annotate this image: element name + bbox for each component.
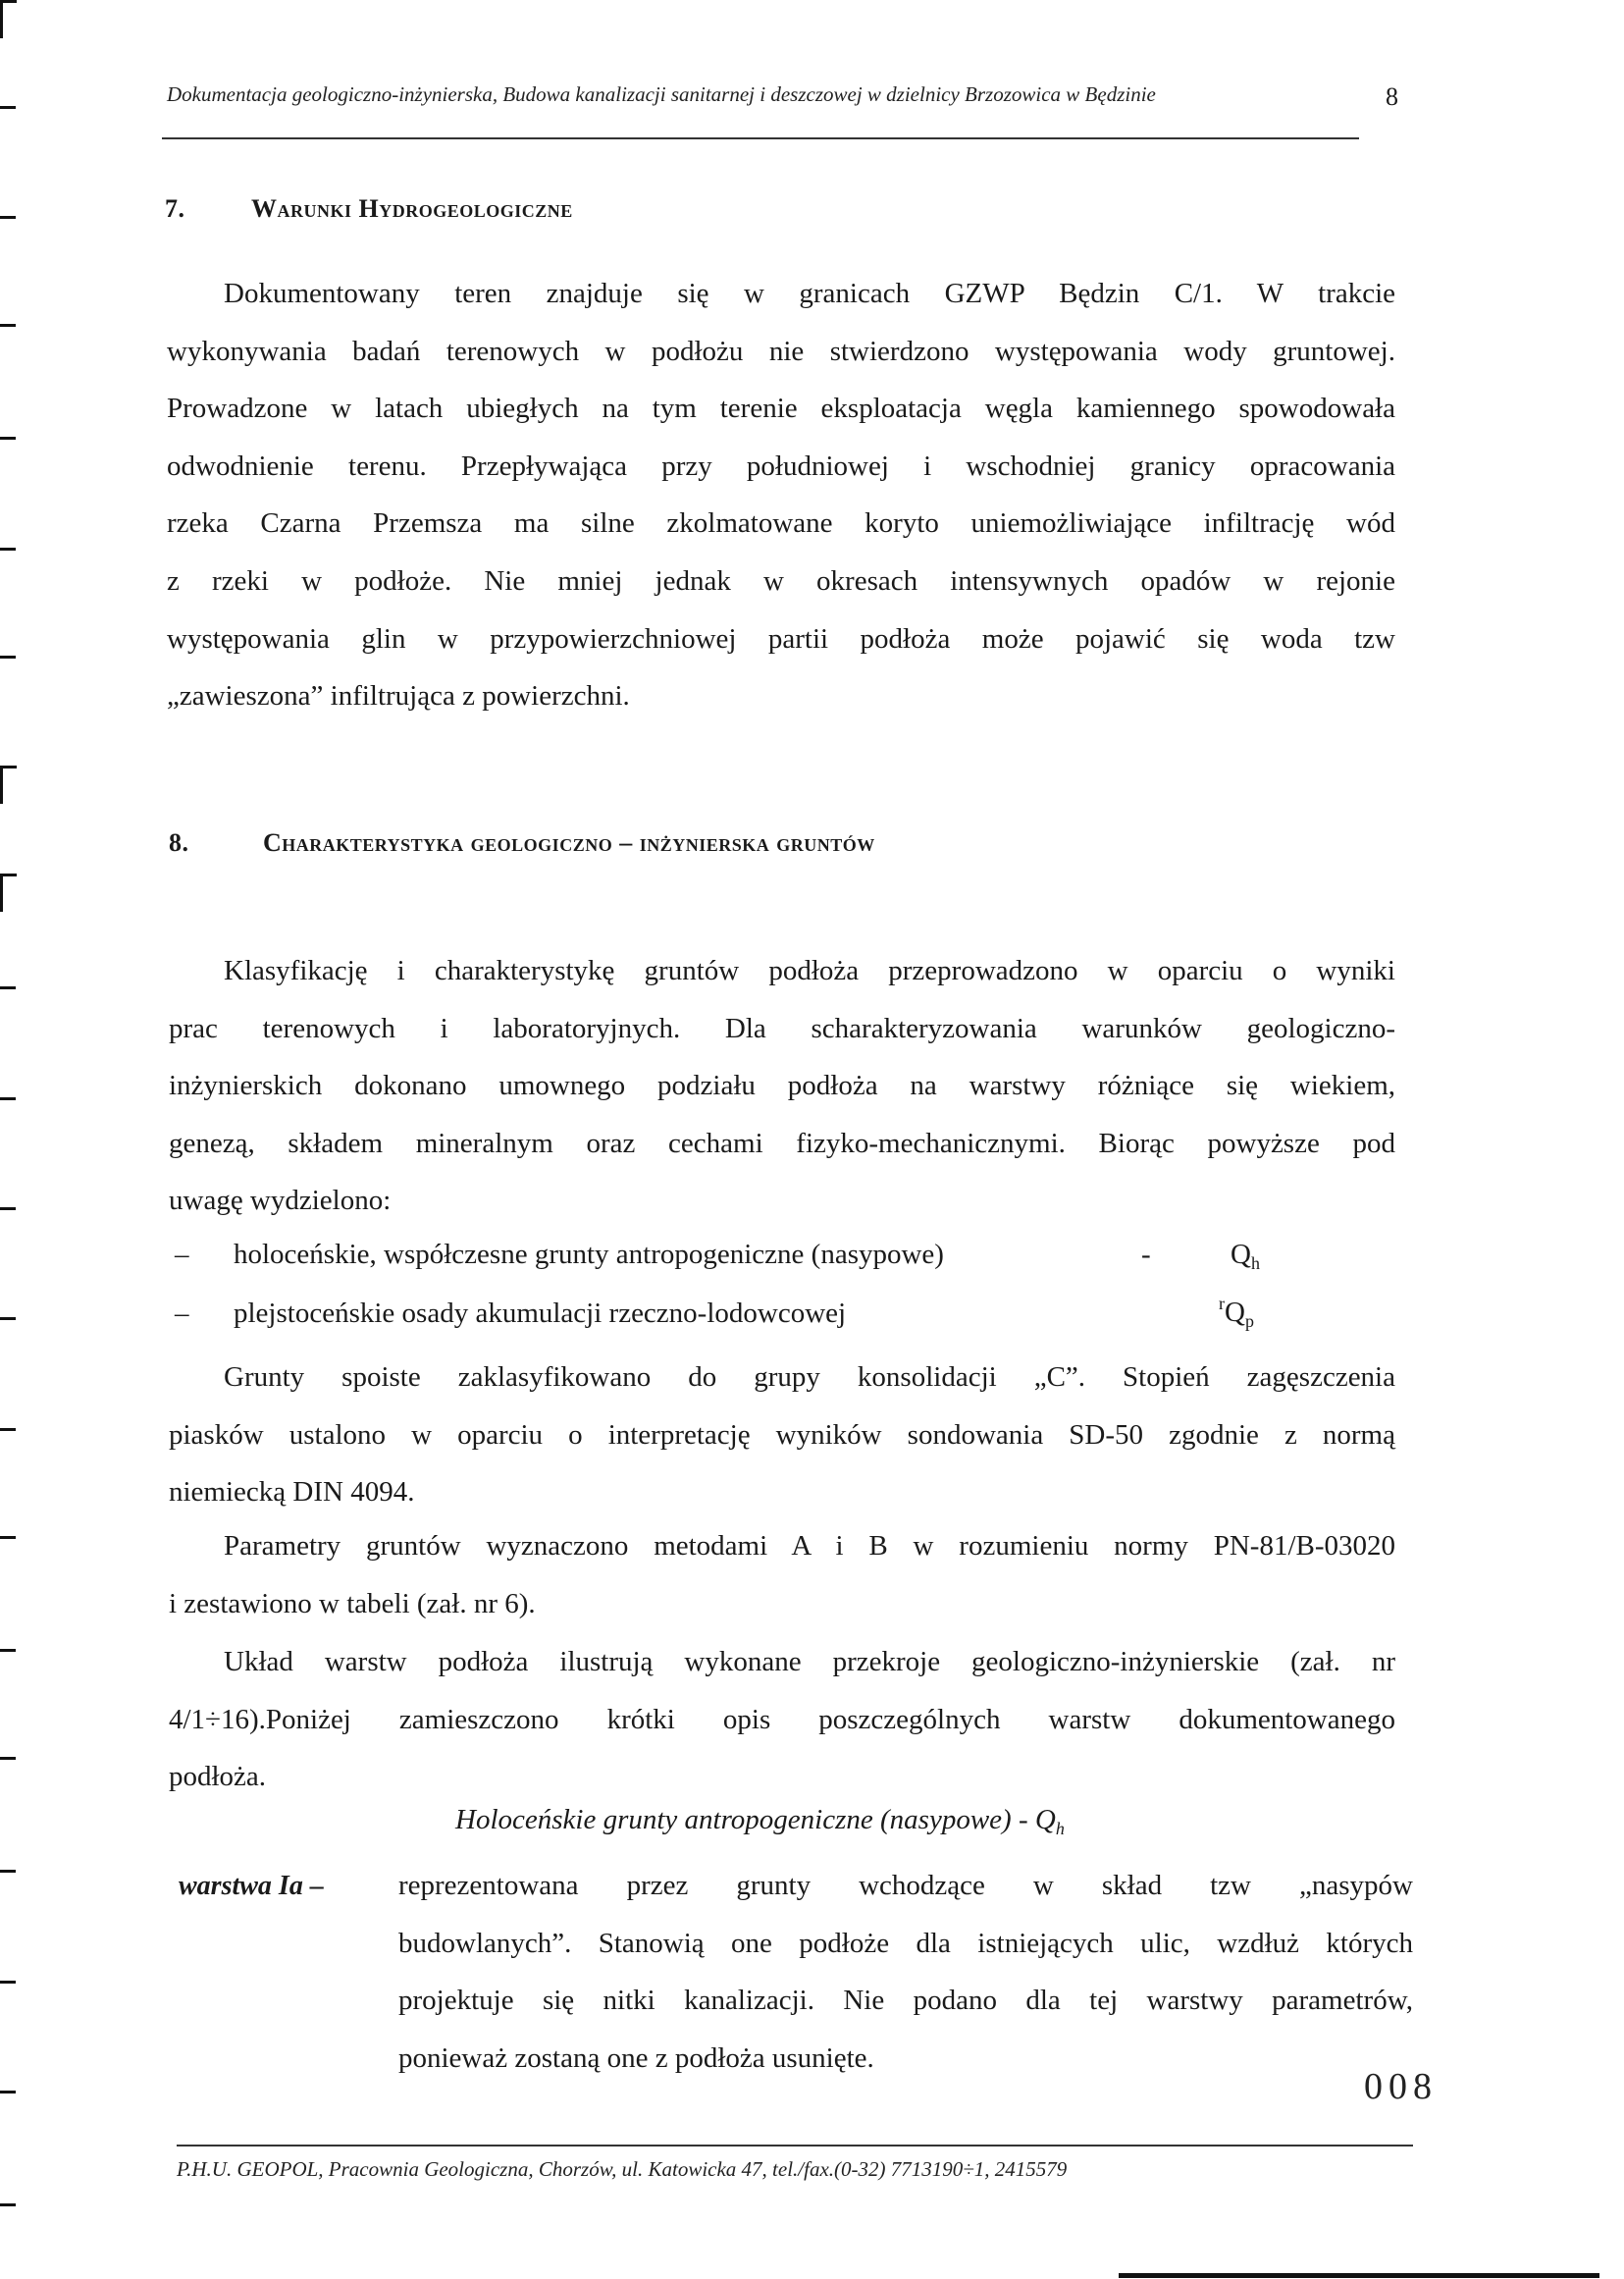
section-number: 8. xyxy=(169,828,189,857)
margin-mark xyxy=(0,216,16,219)
symbol-letter: Q xyxy=(1225,1297,1245,1328)
page-number: 8 xyxy=(1386,82,1398,111)
paragraph-line: Prowadzone w latach ubiegłych na tym terenie eksploatacja węgla kamiennego spowodowała xyxy=(167,393,1395,425)
subheading-subscript: h xyxy=(1055,1819,1065,1838)
scan-edge-line xyxy=(1119,2273,1599,2278)
section-title: Charakterystyka geologiczno – inżynierska gruntów xyxy=(263,828,875,857)
section-number: 7. xyxy=(165,194,185,223)
margin-mark xyxy=(0,1317,16,1320)
section-8-paragraph-2 xyxy=(169,1349,1395,1521)
paragraph-line: wykonywania badań terenowych w podłożu nie stwierdzono występowania wody gruntowej. xyxy=(167,335,1395,367)
paragraph-line: i zestawiono w tabeli (zał. nr 6). xyxy=(169,1587,536,1619)
margin-mark xyxy=(0,324,16,327)
paragraph-line: prac terenowych i laboratoryjnych. Dla scharakteryzowania warunków geologiczno- xyxy=(169,1012,1395,1044)
paragraph-line: z rzeki w podłoże. Nie mniej jednak w okresach intensywnych opadów w rejonie xyxy=(167,564,1395,597)
margin-mark xyxy=(0,766,17,804)
paragraph-line: ponieważ zostaną one z podłoża usunięte. xyxy=(398,2041,874,2074)
margin-mark xyxy=(0,106,16,109)
paragraph-line: 4/1÷16).Poniżej zamieszczono krótki opis poszczególnych warstw dokumentowanego xyxy=(169,1703,1395,1735)
symbol-subscript: p xyxy=(1244,1311,1254,1331)
symbol-letter: Q xyxy=(1231,1239,1251,1270)
layer-group-subheading xyxy=(455,1804,1065,1839)
margin-mark xyxy=(0,656,16,659)
stratigraphic-symbol xyxy=(1219,1294,1254,1332)
paragraph-line: piasków ustalono w oparciu o interpretację wyników sondowania SD-50 zgodnie z normą xyxy=(169,1418,1395,1451)
paragraph-line: „zawieszona” infiltrująca z powierzchni. xyxy=(167,680,630,713)
margin-mark xyxy=(0,874,17,912)
margin-mark xyxy=(0,2091,16,2094)
list-text: holoceńskie, współczesne grunty antropogeniczne (nasypowe) xyxy=(234,1239,944,1270)
paragraph-line: Klasyfikację i charakterystykę gruntów podłoża przeprowadzono w oparciu o wyniki xyxy=(224,955,1395,986)
margin-mark xyxy=(0,437,16,440)
margin-mark xyxy=(0,1097,16,1100)
margin-mark xyxy=(0,548,16,551)
paragraph-line: projektuje się nitki kanalizacji. Nie podano dla tej warstwy parametrów, xyxy=(398,1985,1413,2017)
section-8-intro xyxy=(169,942,1395,1230)
margin-mark xyxy=(0,1981,16,1984)
layer-label: warstwa Ia – xyxy=(179,1871,324,1901)
margin-mark xyxy=(0,1428,16,1431)
section-title: Warunki Hydrogeologiczne xyxy=(251,194,573,223)
symbol-subscript: h xyxy=(1250,1253,1260,1273)
list-dash: – xyxy=(175,1239,189,1270)
margin-mark xyxy=(0,1649,16,1652)
paragraph-line: Grunty spoiste zaklasyfikowano do grupy konsolidacji „C”. Stopień zagęszczenia xyxy=(224,1361,1395,1393)
section-7-heading xyxy=(165,194,573,224)
symbol-prefix: r xyxy=(1219,1294,1225,1313)
stratigraphic-symbol xyxy=(1231,1239,1260,1274)
paragraph-line: niemiecką DIN 4094. xyxy=(169,1476,415,1509)
margin-mark xyxy=(0,2203,16,2206)
list-separator: - xyxy=(1141,1239,1151,1270)
list-item xyxy=(175,1239,944,1271)
list-text: plejstoceńskie osady akumulacji rzeczno-lodowcowej xyxy=(234,1298,847,1329)
paragraph-line: genezą, składem mineralnym oraz cechami fizyko-mechanicznymi. Biorąc powyższe pod xyxy=(169,1127,1395,1159)
section-8-paragraph-4 xyxy=(169,1633,1395,1806)
paragraph-line: uwagę wydzielono: xyxy=(169,1185,392,1217)
margin-mark xyxy=(0,1536,16,1539)
page-stamp-number: 008 xyxy=(1364,2066,1438,2107)
footer-address: P.H.U. GEOPOL, Pracownia Geologiczna, Chorzów, ul. Katowicka 47, tel./fax.(0-32) 7713190÷1, 2415579 xyxy=(177,2157,1068,2181)
list-item xyxy=(175,1298,846,1330)
footer-rule xyxy=(177,2145,1413,2146)
layer-description xyxy=(398,1857,1413,2087)
margin-mark xyxy=(0,1207,16,1210)
subheading-text: Holoceńskie grunty antropogeniczne (nasypowe) - Q xyxy=(455,1804,1056,1835)
paragraph-line: Układ warstw podłoża ilustrują wykonane przekroje geologiczno-inżynierskie (zał. nr xyxy=(224,1646,1395,1677)
paragraph-line: Dokumentowany teren znajduje się w granicach GZWP Będzin C/1. W trakcie xyxy=(224,278,1395,309)
section-8-heading xyxy=(169,828,875,858)
section-8-paragraph-3 xyxy=(169,1517,1395,1632)
paragraph-line: budowlanych”. Stanowią one podłoże dla istniejących ulic, wzdłuż których xyxy=(398,1927,1413,1959)
paragraph-line: odwodnienie terenu. Przepływająca przy południowej i wschodniej granicy opracowania xyxy=(167,450,1395,482)
paragraph-line: podłoża. xyxy=(169,1761,267,1793)
section-7-paragraph xyxy=(167,265,1395,725)
margin-mark xyxy=(0,0,17,38)
paragraph-line: inżynierskich dokonano umownego podziału podłoża na warstwy różniące się wiekiem, xyxy=(169,1070,1395,1102)
paragraph-line: rzeka Czarna Przemsza ma silne zkolmatowane koryto uniemożliwiające infiltrację wód xyxy=(167,507,1395,540)
paragraph-line: reprezentowana przez grunty wchodzące w skład tzw „nasypów xyxy=(398,1870,1413,1901)
running-header: Dokumentacja geologiczno-inżynierska, Budowa kanalizacji sanitarnej i deszczowej w dzielnicy Brzozowica w Będzinie xyxy=(167,82,1156,106)
paragraph-line: Parametry gruntów wyznaczono metodami A i B w rozumieniu normy PN-81/B-03020 xyxy=(224,1530,1395,1562)
paragraph-line: występowania glin w przypowierzchniowej partii podłoża może pojawić się woda tzw xyxy=(167,622,1395,655)
margin-mark xyxy=(0,1757,16,1760)
header-rule xyxy=(162,137,1359,139)
margin-mark xyxy=(0,1870,16,1873)
list-dash: – xyxy=(175,1298,189,1329)
margin-mark xyxy=(0,986,16,989)
